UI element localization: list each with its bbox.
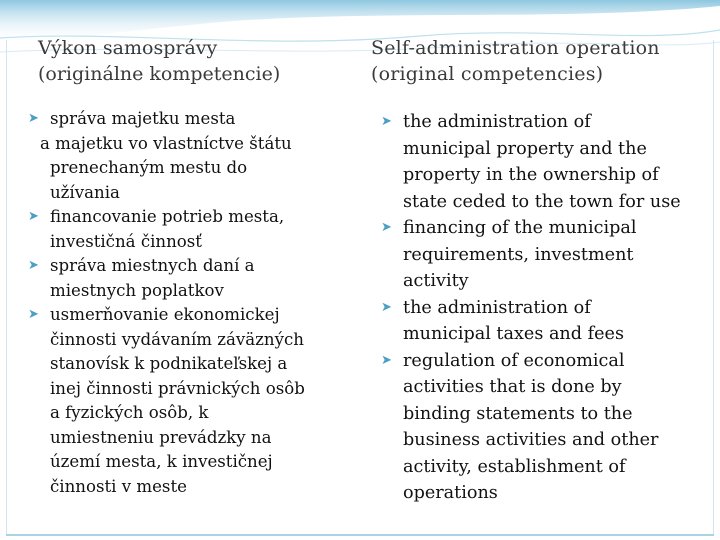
list-item — [20, 303, 350, 499]
slovak-bullet-list — [20, 107, 350, 499]
list-item — [20, 107, 350, 205]
arrow-bullet-icon: ➤ — [381, 114, 392, 129]
english-heading-line1: Self-administration operation — [371, 37, 660, 59]
english-heading-line2: (original competencies) — [371, 63, 604, 85]
list-item — [373, 109, 713, 215]
list-item — [373, 215, 713, 295]
list-item — [373, 295, 713, 348]
right-frame-line — [713, 40, 714, 536]
bullet-text: regulation of economical activities that is done by binding statements to the business activities and other activity, establishment of operations — [403, 350, 659, 503]
arrow-bullet-icon: ➤ — [28, 258, 39, 273]
bullet-text: správa majetku mesta a majetku vo vlastníctve štátu prenechaným mestu do užívania — [40, 109, 292, 202]
bullet-text: financing of the municipal requirements, investment activity — [403, 218, 637, 291]
slovak-heading-line1: Výkon samosprávy — [38, 37, 218, 59]
bullet-text: the administration of municipal taxes and fees — [403, 297, 624, 344]
slovak-heading-line2: (originálne kompetencie) — [38, 63, 281, 85]
bullet-text: the administration of municipal property and the property in the ownership of state ceded to the town for use — [403, 112, 681, 212]
arrow-bullet-icon: ➤ — [28, 307, 39, 322]
bullet-text: usmerňovanie ekonomickej činnosti vydávaním záväzných stanovísk k podnikateľskej a inej činnosti právnických osôb a fyzických osôb, k umiestneniu prevádzky na území mesta, k investičnej činnosti v meste — [50, 305, 305, 496]
arrow-bullet-icon: ➤ — [28, 111, 39, 126]
english-bullet-list — [373, 109, 713, 507]
left-frame-line — [6, 40, 7, 536]
list-item — [20, 254, 350, 303]
english-heading — [371, 35, 660, 87]
arrow-bullet-icon: ➤ — [381, 352, 392, 368]
arrow-bullet-icon: ➤ — [381, 299, 392, 315]
arrow-bullet-icon: ➤ — [381, 220, 392, 235]
list-item — [373, 348, 713, 507]
bullet-text: financovanie potrieb mesta, investičná činnosť — [50, 207, 285, 251]
arrow-bullet-icon: ➤ — [28, 209, 39, 224]
list-item — [20, 205, 350, 254]
bottom-frame-line — [6, 534, 714, 536]
slovak-heading — [38, 35, 280, 87]
bullet-text: správa miestnych daní a miestnych poplatkov — [50, 256, 255, 300]
